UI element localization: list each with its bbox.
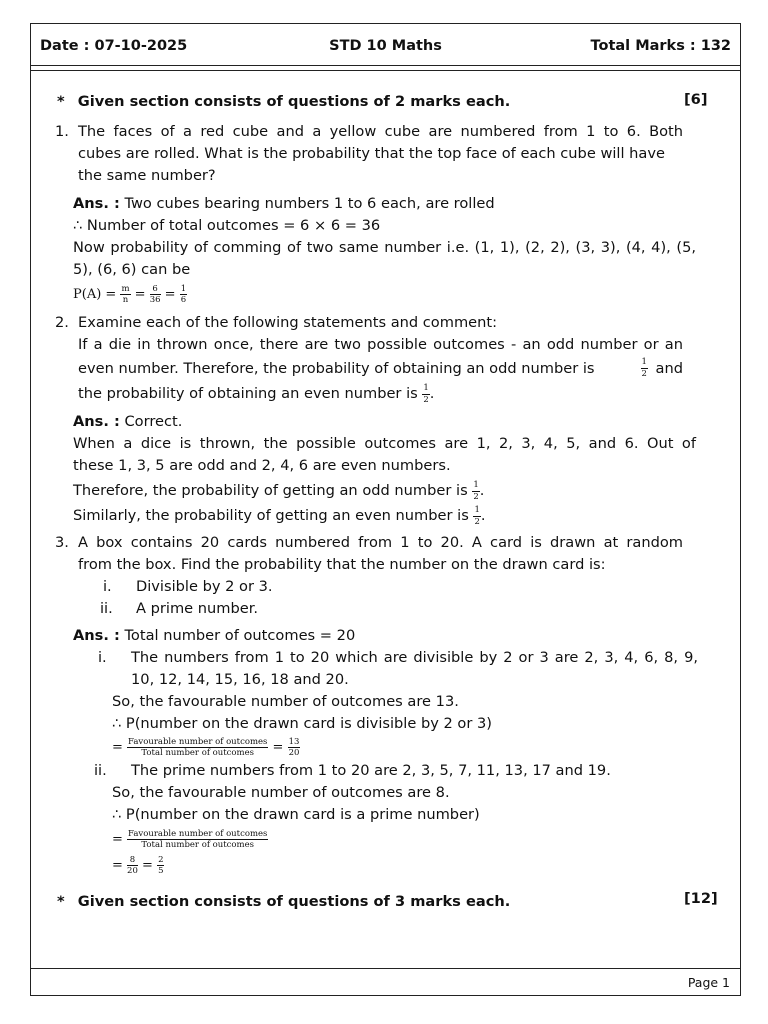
page-number: Page 1 (687, 975, 730, 990)
probability-formula: = $\frac{8}{20}$ = $\frac{2}{5}$ (112, 854, 164, 876)
section-marks: [6] (684, 91, 708, 108)
fraction-half: $\frac{1}{2}$ (641, 357, 647, 379)
answer-label: Ans. : (73, 413, 120, 430)
fraction-half: $\frac{1}{2}$ (423, 383, 429, 405)
section-title: Given section consists of questions of 3 marks each. (77, 893, 511, 910)
answer-sub-num: ii. (94, 762, 107, 779)
answer-text: Now probability of comming of two same number i.e. (1, 1), (2, 2), (3, 3), (4, 4), (5, (73, 239, 696, 256)
fraction: $\frac{\text{Favourable number of outcomes}}{\text{Total number of outcomes}}$ (128, 736, 268, 758)
answer-sub-num: i. (98, 649, 107, 666)
section-heading (57, 891, 510, 913)
answer-line (73, 411, 182, 433)
probability-formula: = $\frac{\text{Favourable number of outcomes}}{\text{Total number of outcomes}}$ (112, 828, 268, 850)
question-text-part: even number. Therefore, the probability of obtaining an odd number is (78, 360, 595, 377)
question-text-part: and (655, 360, 683, 377)
fraction: $\frac{1}{6}$ (180, 283, 187, 305)
answer-text: ∴ P(number on the drawn card is divisible by 2 or 3) (112, 715, 492, 732)
fraction: $\frac{2}{5}$ (158, 854, 164, 876)
answer-text: Therefore, the probability of getting an odd number is $\frac{1}{2}$ . (73, 480, 485, 502)
answer-text: Similarly, the probability of getting an even number is $\frac{1}{2}$ . (73, 505, 486, 527)
question-text: from the box. Find the probability that the number on the drawn card is: (78, 556, 606, 573)
answer-label: Ans. : (73, 627, 120, 644)
section-marks: [12] (684, 890, 718, 907)
answer-text: The numbers from 1 to 20 which are divisible by 2 or 3 are 2, 3, 4, 6, 8, 9, (131, 649, 698, 666)
question-number: 3. (55, 534, 69, 551)
answer-label: Ans. : (73, 195, 120, 212)
answer-text: Two cubes bearing numbers 1 to 6 each, are rolled (119, 195, 495, 212)
answer-text: Total number of outcomes = 20 (119, 627, 356, 644)
question-text: If a die in thrown once, there are two possible outcomes - an odd number or an (78, 336, 683, 353)
fraction-half: $\frac{1}{2}$ (473, 480, 479, 502)
header-divider-top (30, 65, 741, 66)
fraction: $\frac{m}{n}$ (121, 283, 130, 305)
header-divider-bottom (30, 70, 741, 71)
answer-line (73, 193, 495, 215)
fraction: $\frac{8}{20}$ (127, 854, 138, 876)
question-text: Examine each of the following statements and comment: (78, 314, 498, 331)
section-title: Given section consists of questions of 2 marks each. (77, 93, 511, 110)
footer-divider (30, 968, 741, 969)
answer-text: So, the favourable number of outcomes are 8. (112, 784, 450, 801)
answer-text: Correct. (119, 413, 183, 430)
probability-formula: P(A) = $\frac{m}{n}$ = $\frac{6}{36}$ = $\frac{1}{6}$ (73, 283, 187, 305)
answer-text: 10, 12, 14, 15, 16, 18 and 20. (131, 671, 349, 688)
section-bullet: * (57, 93, 65, 110)
question-text: the same number? (78, 167, 216, 184)
answer-line (73, 625, 355, 647)
question-number: 2. (55, 314, 69, 331)
question-text: cubes are rolled. What is the probability that the top face of each cube will have (78, 145, 665, 162)
question-text: A box contains 20 cards numbered from 1 to 20. A card is drawn at random (78, 534, 683, 551)
section-heading (57, 91, 510, 113)
section-bullet: * (57, 893, 65, 910)
question-text: the probability of obtaining an even number is $\frac{1}{2}$ . (78, 383, 435, 405)
question-part-num: i. (103, 578, 112, 595)
fraction: $\frac{13}{20}$ (288, 736, 300, 758)
probability-formula: = $\frac{\text{Favourable number of outcomes}}{\text{Total number of outcomes}}$ = $\frac{13}{20}$ (112, 736, 300, 758)
fraction: $\frac{6}{36}$ (149, 283, 161, 305)
question-number: 1. (55, 123, 69, 140)
question-text (78, 358, 683, 380)
answer-text: these 1, 3, 5 are odd and 2, 4, 6 are even numbers. (73, 457, 451, 474)
answer-text: 5), (6, 6) can be (73, 261, 191, 278)
answer-text: The prime numbers from 1 to 20 are 2, 3, 5, 7, 11, 13, 17 and 19. (131, 762, 611, 779)
question-part-text: A prime number. (136, 600, 259, 617)
question-text: The faces of a red cube and a yellow cube are numbered from 1 to 6. Both (78, 123, 683, 140)
total-marks-label: Total Marks : 132 (590, 38, 731, 54)
question-part-text: Divisible by 2 or 3. (136, 578, 273, 595)
date-label: Date : 07-10-2025 (40, 38, 188, 54)
fraction-half: $\frac{1}{2}$ (474, 505, 480, 527)
answer-text: When a dice is thrown, the possible outcomes are 1, 2, 3, 4, 5, and 6. Out of (73, 435, 696, 452)
answer-text: ∴ Number of total outcomes = 6 × 6 = 36 (73, 217, 381, 234)
subject-label: STD 10 Maths (329, 38, 442, 54)
answer-text: ∴ P(number on the drawn card is a prime number) (112, 806, 480, 823)
answer-text: So, the favourable number of outcomes are 13. (112, 693, 459, 710)
fraction: $\frac{\text{Favourable number of outcomes}}{\text{Total number of outcomes}}$ (128, 828, 268, 850)
question-part-num: ii. (100, 600, 113, 617)
formula-lhs: P(A) = (73, 287, 117, 302)
